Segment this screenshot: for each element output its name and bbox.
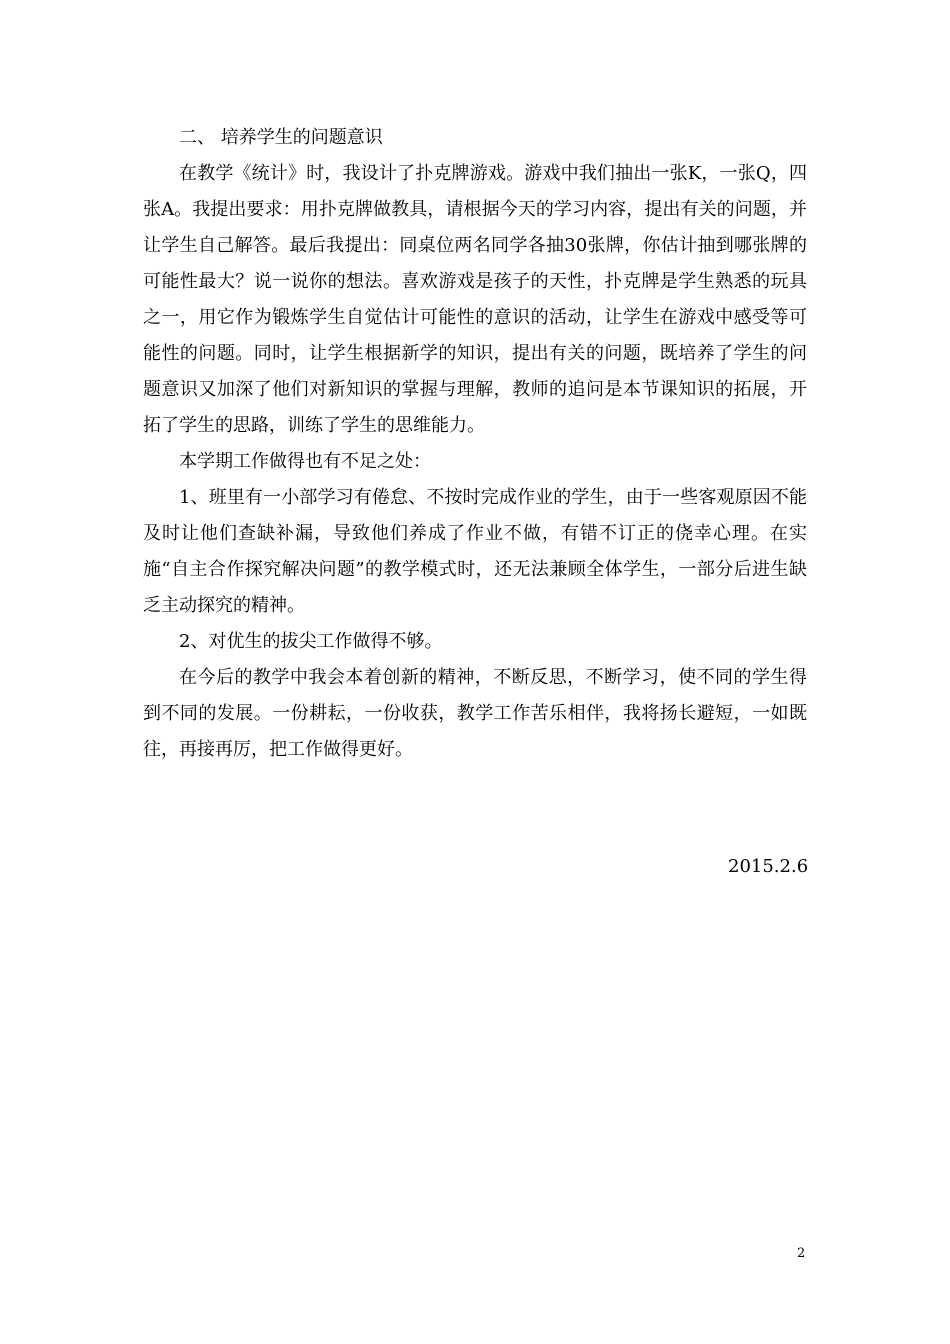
document-date: 2015.2.6 bbox=[728, 856, 809, 877]
document-body bbox=[143, 120, 807, 768]
paragraph-shortcoming-1: 1、班里有一小部学习有倦怠、不按时完成作业的学生，由于一些客观原因不能及时让他们查缺补漏，导致他们养成了作业不做，有错不订正的侥幸心理。在实施“自主合作探究解决问题”的教学模式时，还无法兼顾全体学生，一部分后进生缺乏主动探究的精神。 bbox=[143, 487, 807, 616]
section-heading: 二、 培养学生的问题意识 bbox=[179, 127, 383, 148]
paragraph-conclusion: 在今后的教学中我会本着创新的精神，不断反思，不断学习，使不同的学生得到不同的发展。一份耕耘，一份收获，教学工作苦乐相伴，我将扬长避短，一如既往，再接再厉，把工作做得更好。 bbox=[143, 667, 807, 760]
paragraph-shortcomings-intro: 本学期工作做得也有不足之处： bbox=[179, 451, 431, 472]
paragraph-poker-game: 在教学《统计》时，我设计了扑克牌游戏。游戏中我们抽出一张K，一张Q，四张A。我提出要求：用扑克牌做教具，请根据今天的学习内容，提出有关的问题，并让学生自己解答。最后我提出：同桌位两名同学各抽30张牌，你估计抽到哪张牌的可能性最大？说一说你的想法。喜欢游戏是孩子的天性，扑克牌是学生熟悉的玩具之一，用它作为锻炼学生自觉估计可能性的意识的活动，让学生在游戏中感受等可能性的问题。同时，让学生根据新学的知识，提出有关的问题，既培养了学生的问题意识又加深了他们对新知识的掌握与理解，教师的追问是本节课知识的拓展，开拓了学生的思路，训练了学生的思维能力。 bbox=[143, 163, 807, 436]
paragraph-shortcoming-2: 2、对优生的拔尖工作做得不够。 bbox=[179, 631, 443, 652]
page-number: 2 bbox=[797, 1246, 806, 1261]
